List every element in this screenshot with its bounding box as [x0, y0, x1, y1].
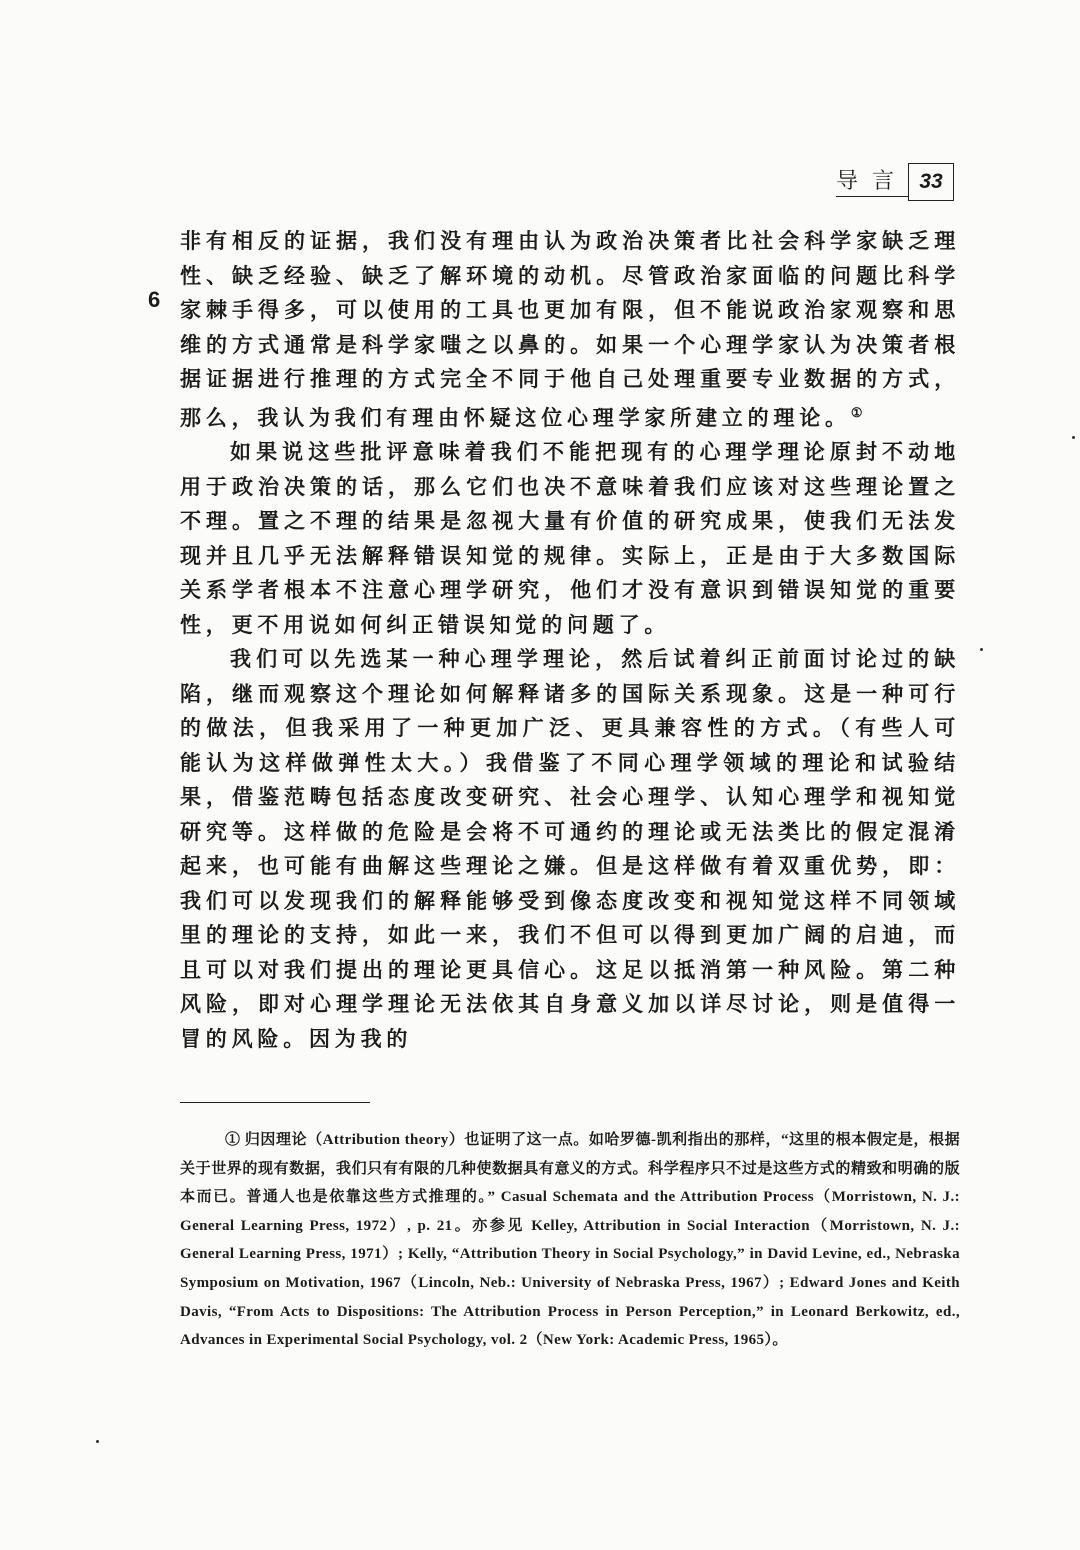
paragraph-1-text: 非有相反的证据，我们没有理由认为政治决策者比社会科学家缺乏理性、缺乏经验、缺乏了解环境的动机。尽管政治家面临的问题比科学家棘手得多，可以使用的工具也更加有限，但不能说政治家观察和思维的方式通常是科学家嗤之以鼻的。如果一个心理学家认为决策者根据证据进行推理的方式完全不同于他自己处理重要专业数据的方式，那么，我认为我们有理由怀疑这位心理学家所建立的理论。 [180, 228, 960, 430]
running-header [836, 163, 954, 201]
footnotes [180, 1126, 960, 1355]
scan-speck [980, 648, 983, 651]
footnote-1: ① 归因理论（Attribution theory）也证明了这一点。如哈罗德-凯利指出的那样，“这里的根本假定是，根据关于世界的现有数据，我们只有有限的几种使数据具有意义的方式。科学程序只不过是这些方式的精致和明确的版本而已。普通人也是依靠这些方式推理的。” Casual Schemata and the Attribution Process（Morristown, N. J.: General Learning Press, 1972）, p. 21。亦参见 Kelley, Attribution in Social Interaction（Morristown, N. J.: General Learning Press, 1971）; Kelly, “Attribution Theory in Social Psychology,” in David Levine, ed., Nebraska Symposium on Motivation, 1967（Lincoln, Neb.: University of Nebraska Press, 1967）; Edward Jones and Keith Davis, “From Acts to Dispositions: The Attribution Process in Person Perception,” in Leonard Berkowitz, ed., Advances in Experimental Social Psychology, vol. 2（New York: Academic Press, 1965）。 [180, 1132, 960, 1349]
header-title: 导言 [836, 163, 908, 197]
paragraph-1 [180, 224, 960, 435]
page-number: 33 [908, 163, 954, 201]
footnote-reference[interactable]: ① [850, 405, 863, 421]
paragraph-3: 我们可以先选某一种心理学理论，然后试着纠正前面讨论过的缺陷，继而观察这个理论如何解释诸多的国际关系现象。这是一种可行的做法，但我采用了一种更加广泛、更具兼容性的方式。（有些人可能认为这样做弹性太大。）我借鉴了不同心理学领域的理论和试验结果，借鉴范畴包括态度改变研究、社会心理学、认知心理学和视知觉研究等。这样做的危险是会将不可通约的理论或无法类比的假定混淆起来，也可能有曲解这些理论之嫌。但是这样做有着双重优势，即：我们可以发现我们的解释能够受到像态度改变和视知觉这样不同领域里的理论的支持，如此一来，我们不但可以得到更加广阔的启迪，而且可以对我们提出的理论更具信心。这足以抵消第一种风险。第二种风险，即对心理学理论无法依其自身意义加以详尽讨论，则是值得一冒的风险。因为我的 [180, 646, 960, 1051]
scan-speck [1072, 436, 1075, 439]
footnote-divider [180, 1102, 370, 1103]
margin-page-number: 6 [148, 287, 161, 312]
body-text [180, 224, 960, 1056]
scan-speck [96, 1440, 99, 1443]
paragraph-2: 如果说这些批评意味着我们不能把现有的心理学理论原封不动地用于政治决策的话，那么它们也决不意味着我们应该对这些理论置之不理。置之不理的结果是忽视大量有价值的研究成果，使我们无法发现并且几乎无法解释错误知觉的规律。实际上，正是由于大多数国际关系学者根本不注意心理学研究，他们才没有意识到错误知觉的重要性，更不用说如何纠正错误知觉的问题了。 [180, 439, 960, 637]
